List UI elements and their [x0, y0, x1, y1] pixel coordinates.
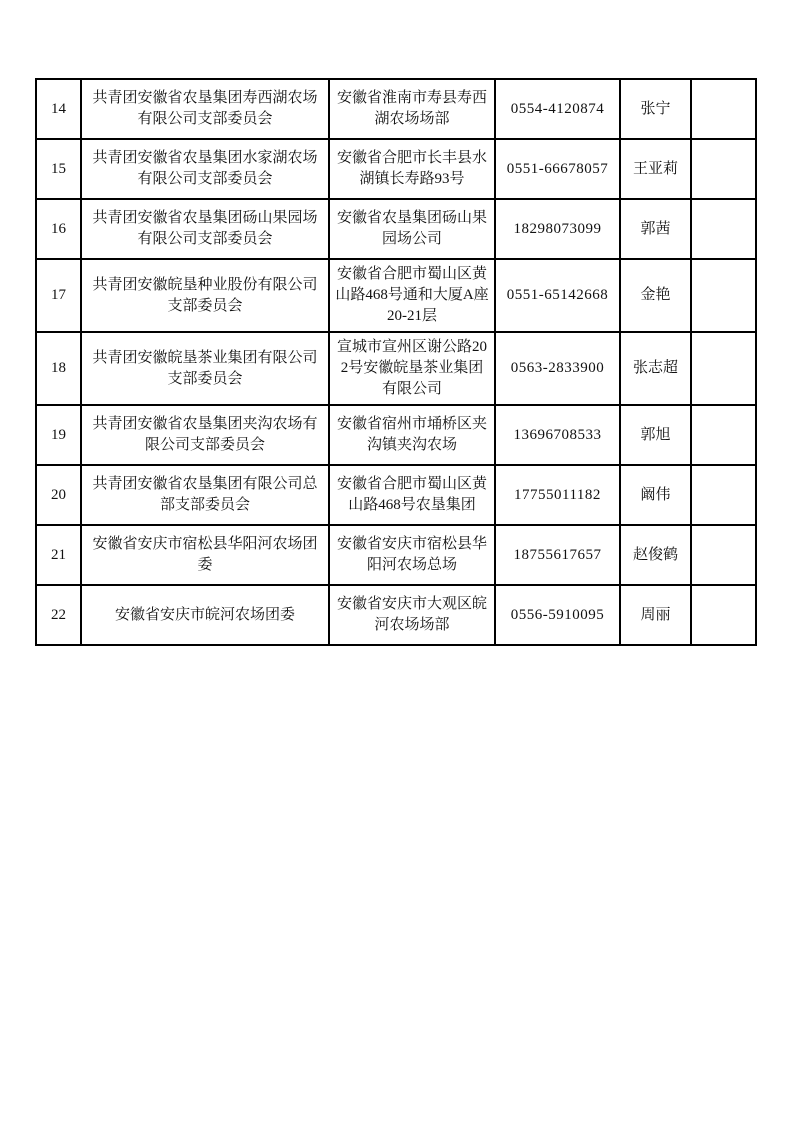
cell-org-name: 共青团安徽皖垦种业股份有限公司支部委员会 — [81, 259, 329, 332]
cell-org-name: 安徽省安庆市皖河农场团委 — [81, 585, 329, 645]
cell-contact: 郭茜 — [620, 199, 691, 259]
cell-row-number: 14 — [36, 79, 81, 139]
cell-row-number: 20 — [36, 465, 81, 525]
cell-phone: 13696708533 — [495, 405, 620, 465]
cell-address: 安徽省农垦集团砀山果园场公司 — [329, 199, 495, 259]
cell-address: 安徽省合肥市蜀山区黄山路468号农垦集团 — [329, 465, 495, 525]
table-row — [36, 259, 756, 332]
cell-phone: 17755011182 — [495, 465, 620, 525]
cell-empty — [691, 332, 756, 405]
cell-address: 安徽省淮南市寿县寿西湖农场场部 — [329, 79, 495, 139]
cell-empty — [691, 139, 756, 199]
cell-address: 安徽省宿州市埇桥区夹沟镇夹沟农场 — [329, 405, 495, 465]
cell-address: 安徽省合肥市蜀山区黄山路468号通和大厦A座20-21层 — [329, 259, 495, 332]
cell-phone: 0556-5910095 — [495, 585, 620, 645]
cell-contact: 张志超 — [620, 332, 691, 405]
cell-empty — [691, 525, 756, 585]
cell-org-name: 共青团安徽省农垦集团寿西湖农场有限公司支部委员会 — [81, 79, 329, 139]
table-row — [36, 332, 756, 405]
cell-org-name: 共青团安徽省农垦集团有限公司总部支部委员会 — [81, 465, 329, 525]
cell-phone: 0551-65142668 — [495, 259, 620, 332]
cell-address: 宣城市宣州区谢公路202号安徽皖垦茶业集团有限公司 — [329, 332, 495, 405]
table-row — [36, 585, 756, 645]
cell-contact: 郭旭 — [620, 405, 691, 465]
cell-org-name: 共青团安徽省农垦集团水家湖农场有限公司支部委员会 — [81, 139, 329, 199]
cell-empty — [691, 465, 756, 525]
cell-contact: 张宁 — [620, 79, 691, 139]
cell-address: 安徽省安庆市大观区皖河农场场部 — [329, 585, 495, 645]
cell-contact: 周丽 — [620, 585, 691, 645]
table-row — [36, 139, 756, 199]
cell-phone: 0551-66678057 — [495, 139, 620, 199]
cell-empty — [691, 199, 756, 259]
table-row — [36, 199, 756, 259]
cell-empty — [691, 79, 756, 139]
cell-contact: 赵俊鹤 — [620, 525, 691, 585]
cell-row-number: 22 — [36, 585, 81, 645]
cell-contact: 阚伟 — [620, 465, 691, 525]
cell-row-number: 16 — [36, 199, 81, 259]
org-contact-table — [35, 78, 757, 646]
cell-phone: 18755617657 — [495, 525, 620, 585]
cell-address: 安徽省合肥市长丰县水湖镇长寿路93号 — [329, 139, 495, 199]
cell-row-number: 19 — [36, 405, 81, 465]
table-row — [36, 79, 756, 139]
cell-address: 安徽省安庆市宿松县华阳河农场总场 — [329, 525, 495, 585]
table-row — [36, 405, 756, 465]
cell-row-number: 21 — [36, 525, 81, 585]
cell-empty — [691, 585, 756, 645]
cell-empty — [691, 259, 756, 332]
cell-org-name: 共青团安徽皖垦茶业集团有限公司支部委员会 — [81, 332, 329, 405]
cell-phone: 18298073099 — [495, 199, 620, 259]
cell-row-number: 17 — [36, 259, 81, 332]
cell-phone: 0563-2833900 — [495, 332, 620, 405]
cell-org-name: 共青团安徽省农垦集团砀山果园场有限公司支部委员会 — [81, 199, 329, 259]
cell-contact: 金艳 — [620, 259, 691, 332]
cell-phone: 0554-4120874 — [495, 79, 620, 139]
table-row — [36, 465, 756, 525]
cell-contact: 王亚莉 — [620, 139, 691, 199]
table-row — [36, 525, 756, 585]
cell-org-name: 安徽省安庆市宿松县华阳河农场团委 — [81, 525, 329, 585]
cell-row-number: 15 — [36, 139, 81, 199]
cell-empty — [691, 405, 756, 465]
cell-org-name: 共青团安徽省农垦集团夹沟农场有限公司支部委员会 — [81, 405, 329, 465]
cell-row-number: 18 — [36, 332, 81, 405]
